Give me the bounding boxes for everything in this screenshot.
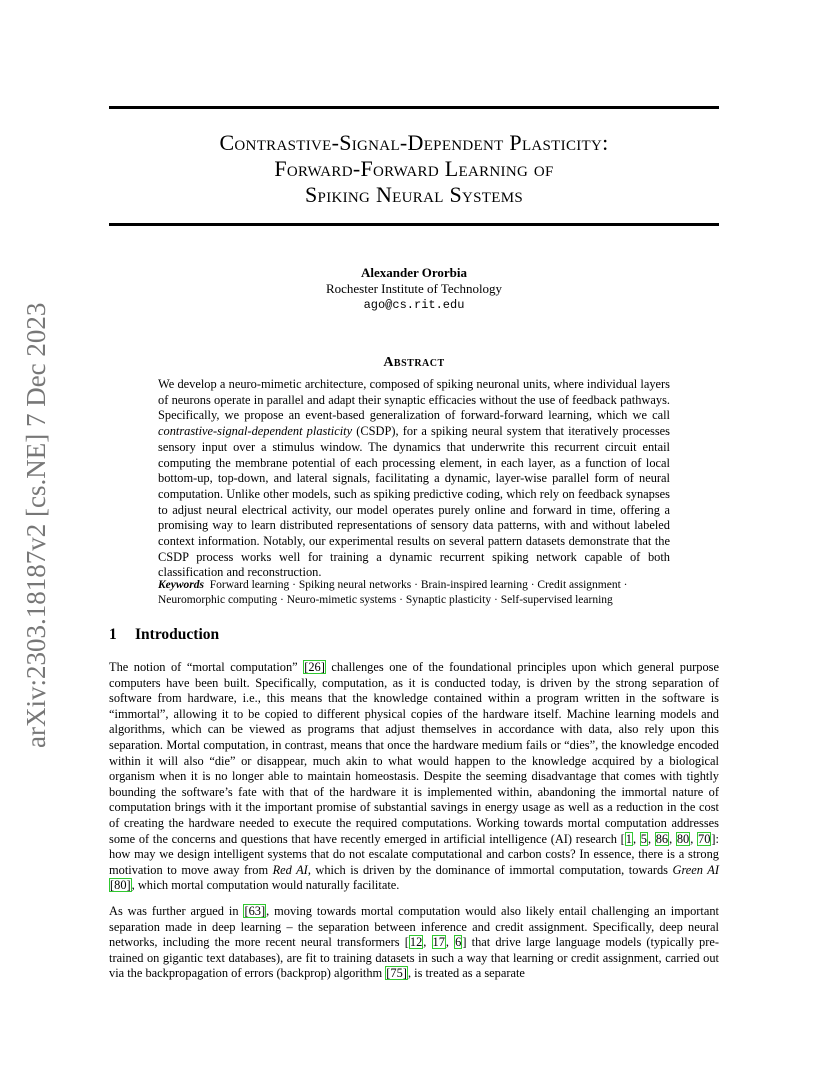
citation-link[interactable]: 12 — [409, 935, 423, 950]
title-bottom-rule — [109, 223, 719, 226]
text-segment: The notion of “mortal computation” — [109, 660, 304, 674]
title-top-rule — [109, 106, 719, 109]
text-segment: As was further argued in — [109, 904, 244, 918]
arxiv-identifier: arXiv:2303.18187v2 [cs.NE] 7 Dec 2023 — [21, 302, 51, 748]
abstract-text — [158, 377, 670, 581]
title-line-3: Spiking Neural Systems — [305, 182, 523, 207]
paper-title — [109, 130, 719, 208]
citation-link[interactable]: 1 — [625, 831, 632, 846]
citation-link[interactable]: [75] — [386, 966, 407, 981]
citation-link[interactable]: 17 — [432, 935, 445, 950]
citation-link[interactable]: [26] — [304, 660, 325, 674]
citation-link[interactable]: [80] — [110, 878, 131, 893]
section-number: 1 — [109, 626, 117, 643]
abstract-part-1: We develop a neuro-mimetic architecture, composed of spiking neuronal units, where individual layers of neurons operate in parallel and adapt their synaptic efficacies without the use of feedback pathways. Specifically, we propose an event-based generalization of forward-forward learning, which we call — [158, 377, 670, 423]
citation-link[interactable]: 6 — [455, 935, 462, 950]
author-name: Alexander Ororbia — [360, 265, 468, 280]
intro-paragraph-2: As was further argued in [63], moving towards mortal computation would also likely entail challenging an important separation made in deep learning – the separation between inference and credit assignment. Specifically, deep neural networks, including the more recent neural transformers [12, 17, 6] that drive large language models (typically pre-trained on gigantic text databases), are fit to training datasets in such a way that learning or credit assignment, carried out via the backpropagation of errors (backprop) algorithm [75], is treated as a separate — [109, 904, 719, 981]
citation-link[interactable]: 80 — [676, 831, 690, 846]
section-heading — [109, 626, 219, 644]
abstract-part-2: (CSDP), for a spiking neural system that iteratively processes sensory input over a stimulus window. The dynamics that underwrite this recurrent circuit entail computing the membrane potential of each processing element, in each layer, as a function of local bottom-up, top-down, and lateral signals, facilitating a dynamic, layer-wise parallel form of neural computation. Unlike other models, such as spiking predictive coding, which rely on feedback synapses to adjust neural electrical activity, our model operates purely online and forward in time, offering a promising way to learn distributed representations of sensory data patterns, with and without labeled context information. Notably, our experimental results on several pattern datasets demonstrate that the CSDP process works well for training a dynamic recurrent spiking network capable of both classification and reconstruction. — [158, 424, 670, 580]
keywords-list: Forward learning · Spiking neural networks · Brain-inspired learning · Credit assignment · Neuromorphic computing · Neuro-mimetic systems · Synaptic plasticity · Self-supervised learning — [158, 579, 628, 606]
text-segment: , moving towards mortal computation would also likely entail challenging an important separation made in deep learning – the separation between inference and credit assignment. Specifically, deep neural networks, including the more recent neural transformers [ — [109, 904, 719, 950]
text-segment: , is treated as a separate — [407, 966, 525, 981]
text-segment: ]: how may we design intelligent systems that do not escalate computational and carbon costs? In essence, there is a strong motivation to move away from — [109, 831, 719, 877]
keywords-label: Keywords — [158, 579, 204, 591]
text-segment: ] that drive large language models (typically pre-trained on gigantic text databases), are fit to training datasets in such a way that learning or credit assignment, carried out via the backpropagation of errors (backprop) algorithm — [109, 935, 719, 981]
author-email[interactable]: ago@cs.rit.edu — [363, 298, 465, 312]
title-line-1: Contrastive-Signal-Dependent Plasticity: — [219, 130, 609, 155]
section-title: Introduction — [135, 626, 220, 643]
keywords — [158, 578, 670, 608]
author-affiliation: Rochester Institute of Technology — [325, 281, 503, 296]
citation-link[interactable]: 70 — [698, 831, 711, 846]
citation-link[interactable]: [63] — [244, 904, 266, 918]
citation-link[interactable]: 5 — [640, 831, 647, 846]
abstract-heading: Abstract — [383, 355, 445, 370]
text-segment: challenges one of the foundational principles upon which general purpose computers have been built. Specifically, computation, as it is conducted today, is driven by the strong separation of software from hardware, i.e., this means that the knowledge contained within a program written in the software is “immortal”, allowing it to be copied to different physical copies of the hardware itself. Machine learning models and algorithms, which can be viewed as programs that adjust themselves in accordance with data, also rely upon this separation. Mortal computation, in contrast, means that once the hardware medium fails or “dies”, the knowledge encoded within it will also “die” or disappear, much akin to what would happen to the knowledge acquired by a biological organism when it is no longer able to maintain homeostasis. Despite the seeming disadvantage that comes with tightly bounding the software’s fate with that of the hardware it is implemented within, abandoning the immortal nature of computation brings with it the important promise of substantial savings in energy usage as well as a reduction in the cost of creating the hardware needed to execute the required computations. Working towards mortal computation addresses some of the concerns and questions that have recently emerged in artificial intelligence (AI) research [ — [109, 660, 719, 846]
intro-paragraph-1: The notion of “mortal computation” [26] challenges one of the foundational principles upon which general purpose computers have been built. Specifically, computation, as it is conducted today, is driven by the strong separation of software from hardware, i.e., this means that the knowledge contained within a program written in the software is “immortal”, allowing it to be copied to different physical copies of the hardware itself. Machine learning models and algorithms, which can be viewed as programs that adjust themselves in accordance with data, also rely upon this separation. Mortal computation, in contrast, means that once the hardware medium fails or “dies”, the knowledge encoded within it will also “die” or disappear, much akin to what would happen to the knowledge acquired by a biological organism when it is no longer able to maintain homeostasis. Despite the seeming disadvantage that comes with tightly bounding the software’s fate with that of the hardware it is implemented within, abandoning the immortal nature of computation brings with it the important promise of substantial savings in energy usage as well as a reduction in the cost of creating the hardware needed to execute the required computations. Working towards mortal computation addresses some of the concerns and questions that have recently emerged in artificial intelligence (AI) research [1, 5, 86, 80, 70]: how may we design intelligent systems that do not escalate computational and carbon costs? In essence, there is a strong motivation to move away from Red AI, which is driven by the dominance of immortal computation, towards Green AI [80], which mortal computation would naturally facilitate. — [109, 660, 719, 893]
emphasis-red-ai: Red AI — [272, 862, 308, 877]
abstract-emphasis: contrastive-signal-dependent plasticity — [158, 424, 353, 439]
author-block — [109, 265, 719, 313]
citation-link[interactable]: 86 — [655, 831, 669, 846]
emphasis-green-ai: Green AI — [672, 862, 719, 877]
text-segment: , which is driven by the dominance of immortal computation, towards — [307, 862, 673, 877]
text-segment: , which mortal computation would naturally facilitate. — [131, 878, 400, 893]
title-line-2: Forward-Forward Learning of — [274, 156, 554, 181]
